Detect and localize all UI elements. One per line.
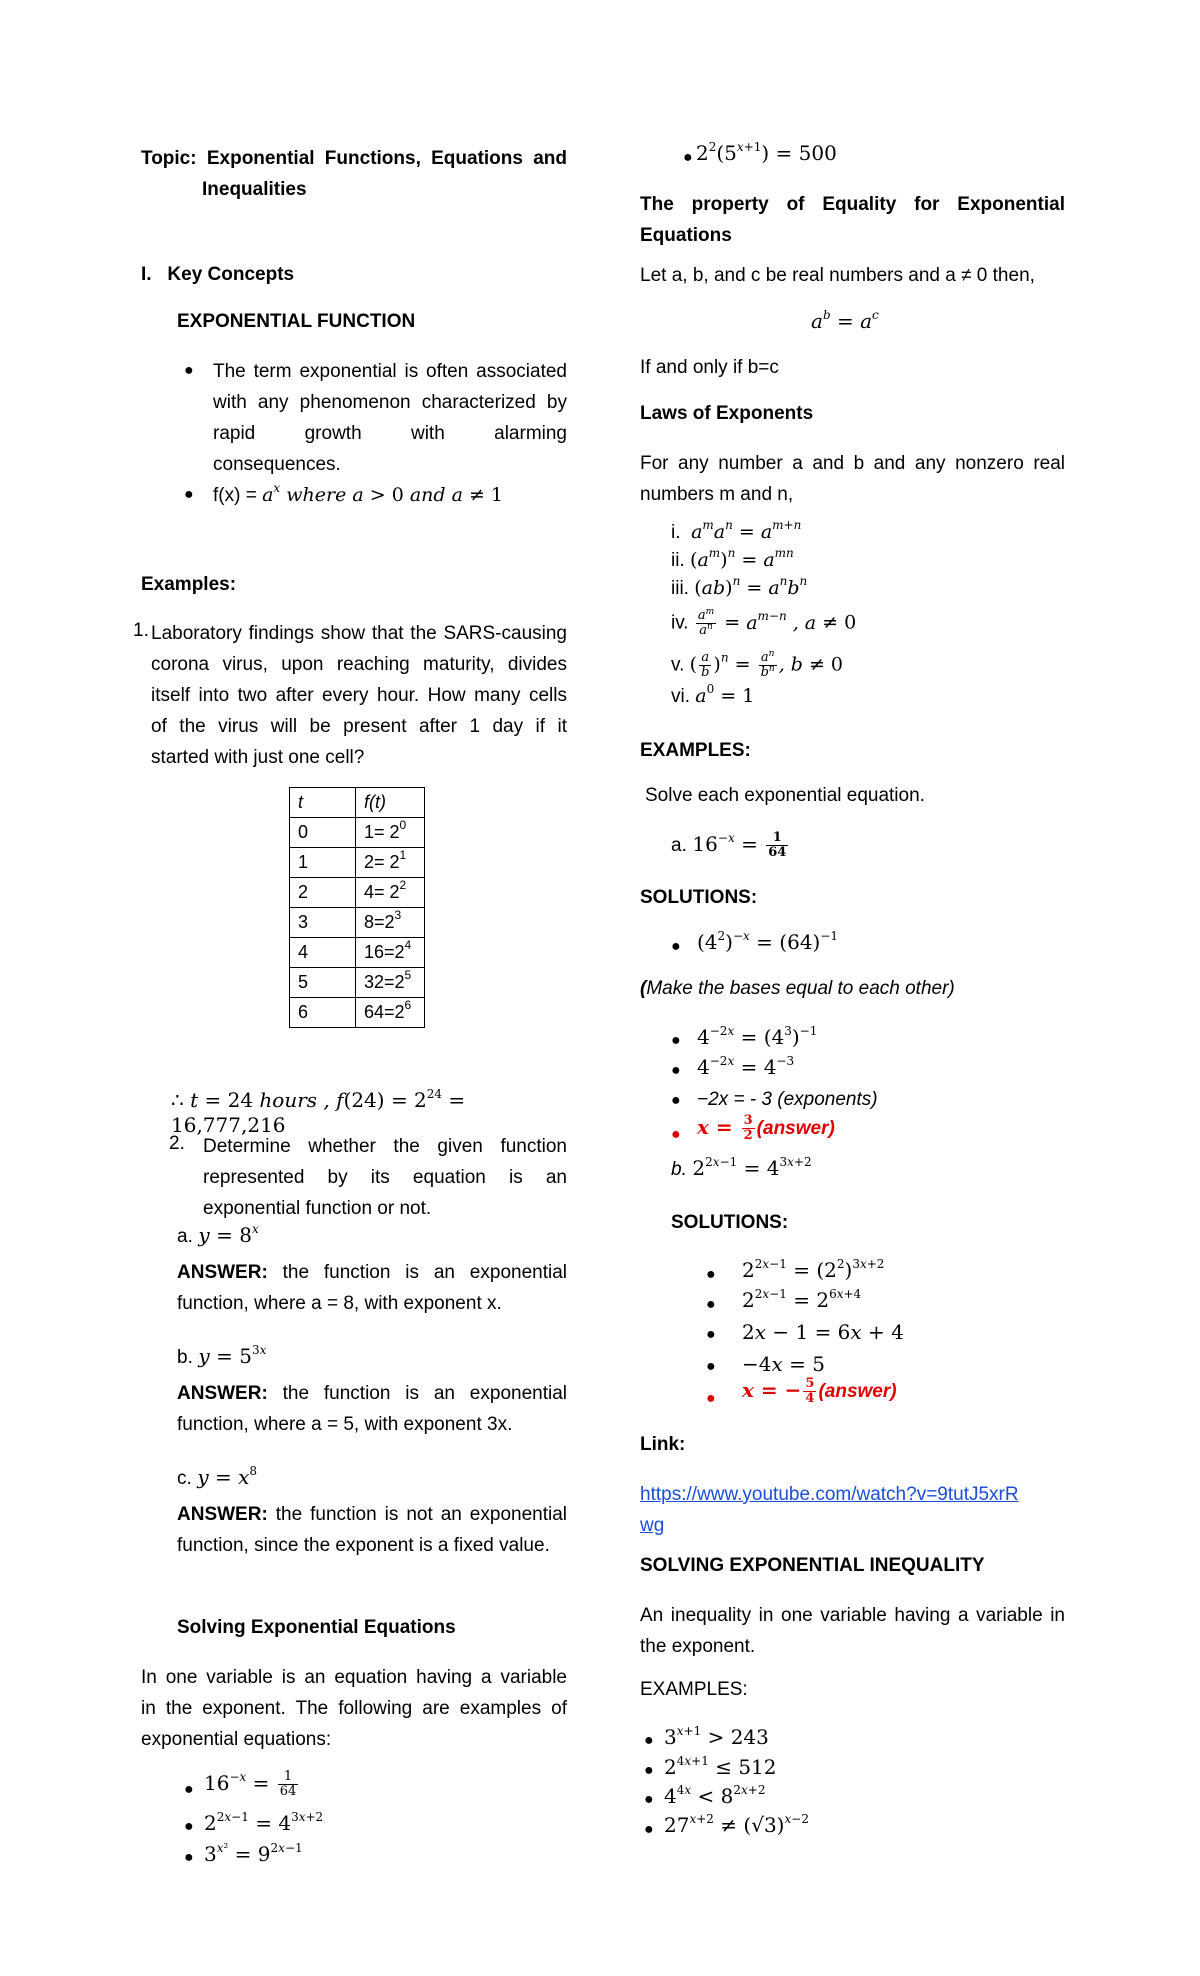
examples2-heading: EXAMPLES: — [640, 740, 751, 761]
table-row: 5 $32=2^5$ — [290, 968, 425, 998]
bullet-icon: ● — [706, 1390, 716, 1407]
law-item: v. ( $\frac{a}{b}$ )$^n$ = $\frac{a^n}{b^n}$ , b ≠ 0 — [671, 649, 844, 680]
bullet-icon: ● — [706, 1326, 716, 1343]
law-item: vi. $a^0 = 1$ — [671, 682, 755, 707]
example2-text: Determine whether the given function represented by its equation is an exponential function or not. — [203, 1136, 567, 1219]
solution-b-step2: $2^{2x-1} = 2^{6x+4}$ — [742, 1287, 862, 1312]
inequality-ex-4: $27^{x+2} \ne (√3)^{x-2}$ — [664, 1812, 809, 1837]
topic-title-line1: Exponential Functions, Equations and — [206, 148, 567, 169]
table-row: 2 $4= 2^2$ — [290, 878, 425, 908]
cell-growth-table — [289, 787, 425, 1028]
example-eq-1: $16^{-x}$ = $\frac{1}{64}$ — [204, 1769, 297, 1799]
bullet-icon: ● — [644, 1821, 654, 1838]
part-b-answer: ANSWER: the function is an exponential function, where a = 5, with exponent 3x. — [177, 1383, 567, 1435]
exp-function-formula: $f(x) = a^x$ where a > 0 and a ≠ 1 — [213, 481, 504, 506]
bases-note: (Make the bases equal to each other) — [640, 978, 955, 999]
solution-a-step4: −2x = - 3 (exponents) — [697, 1089, 878, 1110]
bullet-icon: ● — [671, 1062, 681, 1079]
bullet-icon: ● — [706, 1358, 716, 1375]
inequality-intro: An inequality in one variable having a variable in the exponent. — [640, 1605, 1065, 1657]
example-eq-3: $3^{x^2} = 9^{2x-1}$ — [204, 1841, 303, 1866]
link-label: Link: — [640, 1434, 686, 1455]
property-equation: $a^b = a^c$ — [811, 308, 879, 333]
laws-list — [671, 518, 857, 713]
example-b-equation: b. $2^{2x-1} = 4^{3x+2}$ — [671, 1155, 812, 1180]
topic-label: Topic: — [141, 148, 197, 169]
inequality-examples-label: EXAMPLES: — [640, 1679, 748, 1700]
solving-equations-heading: Solving Exponential Equations — [177, 1617, 456, 1638]
table-row: 6 $64=2^6$ — [290, 998, 425, 1028]
example2-number: 2. — [169, 1133, 185, 1154]
examples-heading: Examples: — [141, 574, 237, 595]
bullet-icon: ● — [184, 486, 194, 503]
solution-a-step3: $4^{-2x} = 4^{-3}$ — [697, 1054, 795, 1079]
law-item: ii. $(a^m)^n = a^{mn}$ — [671, 546, 794, 571]
example1-number: 1. — [133, 620, 149, 641]
property-condition: If and only if b=c — [640, 357, 779, 378]
part-b-equation: b. $y = 5^{3x}$ — [177, 1343, 267, 1368]
topic-title-line2: Inequalities — [202, 179, 307, 200]
solution-b-answer: x = − $\frac{5}{4}$ (answer) — [742, 1376, 897, 1406]
property-heading: The property of Equality for Exponential Equations — [640, 194, 1065, 246]
solution-a-answer: x = $\frac{3}{2}$ (answer) — [697, 1113, 835, 1143]
part-a-equation: a. $y = 8^x$ — [177, 1222, 259, 1247]
bullet-icon: ● — [671, 1126, 681, 1143]
inequality-ex-3: $4^{4x} < 8^{2x+2}$ — [664, 1783, 766, 1808]
solutions-label-a: SOLUTIONS: — [640, 887, 758, 908]
example-eq-4: $2^2(5^{x+1}) = 500$ — [696, 140, 837, 165]
bullet-icon: ● — [184, 1818, 194, 1835]
bullet-icon: ● — [671, 938, 681, 955]
solutions-label-b: SOLUTIONS: — [671, 1212, 789, 1233]
exponential-function-heading: EXPONENTIAL FUNCTION — [177, 311, 416, 332]
law-item: i. $a^ma^n = a^{m+n}$ — [671, 518, 802, 543]
laws-heading: Laws of Exponents — [640, 403, 814, 424]
solution-b-step1: $2^{2x-1} = (2^2)^{3x+2}$ — [742, 1257, 885, 1282]
part-c-equation: c. $y = x^8$ — [177, 1464, 258, 1489]
table-row: 1 $2= 2^1$ — [290, 848, 425, 878]
bullet-icon: ● — [671, 1032, 681, 1049]
laws-intro: For any number a and b and any nonzero real numbers m and n, — [640, 453, 1065, 505]
example1-conclusion: ∴ t = 24 hours , $f(24) = 2^{24} = 16,777,216$ — [171, 1087, 466, 1137]
bullet-icon: ● — [644, 1732, 654, 1749]
property-intro: Let a, b, and c be real numbers and a ≠ 0 then, — [640, 265, 1035, 286]
bullet-icon: ● — [644, 1762, 654, 1779]
table-header-row — [290, 788, 425, 818]
inequality-ex-2: $2^{4x+1} \le 512$ — [664, 1754, 777, 1779]
bullet-icon: ● — [184, 362, 194, 379]
table-row: 4 $16=2^4$ — [290, 938, 425, 968]
bullet-icon: ● — [184, 1781, 194, 1798]
solution-a-step2: $4^{-2x} = (4^3)^{-1}$ — [697, 1024, 818, 1049]
youtube-link-line1[interactable]: https://www.youtube.com/watch?v=9tutJ5xrR — [640, 1484, 1019, 1505]
topic-line — [141, 143, 567, 205]
youtube-link-line2[interactable]: wg — [640, 1515, 665, 1536]
youtube-link[interactable] — [640, 1479, 1065, 1541]
exp-function-definition: The term exponential is often associated with any phenomenon characterized by rapid growth with alarming consequences. — [213, 361, 567, 475]
bullet-icon: ● — [706, 1266, 716, 1283]
key-concepts-heading: I. Key Concepts — [141, 264, 295, 285]
example-a-equation: a. $16^{-x}$ = $\frac{1}{64}$ — [671, 830, 787, 860]
table-row: 3 $8=2^3$ — [290, 908, 425, 938]
solution-b-step3: 2x − 1 = 6x + 4 — [742, 1320, 904, 1344]
part-c-answer: ANSWER: the function is not an exponential function, since the exponent is a fixed value. — [177, 1504, 567, 1556]
law-item: iii. $(ab)^n = a^nb^n$ — [671, 574, 808, 599]
bullet-icon: ● — [706, 1296, 716, 1313]
bullet-icon: ● — [683, 149, 693, 166]
bullet-icon: ● — [184, 1849, 194, 1866]
inequality-ex-1: $3^{x+1} > 243$ — [664, 1724, 769, 1749]
solving-equations-intro: In one variable is an equation having a variable in the exponent. The following are examples of exponential equations: — [141, 1667, 567, 1750]
solution-a-step1: $(4^2)^{-x} = (64)^{-1}$ — [697, 929, 839, 954]
examples2-instruction: Solve each exponential equation. — [645, 785, 925, 806]
part-a-answer: ANSWER: the function is an exponential function, where a = 8, with exponent x. — [177, 1262, 567, 1314]
example1-text: Laboratory findings show that the SARS-causing corona virus, upon reaching maturity, divides itself into two after every hour. How many cells of the virus will be present after 1 day if it started with just one cell? — [151, 623, 567, 768]
bullet-icon: ● — [671, 1092, 681, 1109]
inequality-heading: SOLVING EXPONENTIAL INEQUALITY — [640, 1555, 985, 1576]
law-item: iv. $\frac{a^m}{a^n}$ = $a^{m-n}$ , a ≠ 0 — [671, 607, 857, 638]
bullet-icon: ● — [644, 1791, 654, 1808]
table-header-t: t — [290, 788, 356, 818]
example-eq-2: $2^{2x-1} = 4^{3x+2}$ — [204, 1810, 324, 1835]
table-header-ft: f(t) — [356, 788, 425, 818]
solution-b-step4: −4x = 5 — [742, 1352, 825, 1376]
table-row: 0 $1= 2^0$ — [290, 818, 425, 848]
